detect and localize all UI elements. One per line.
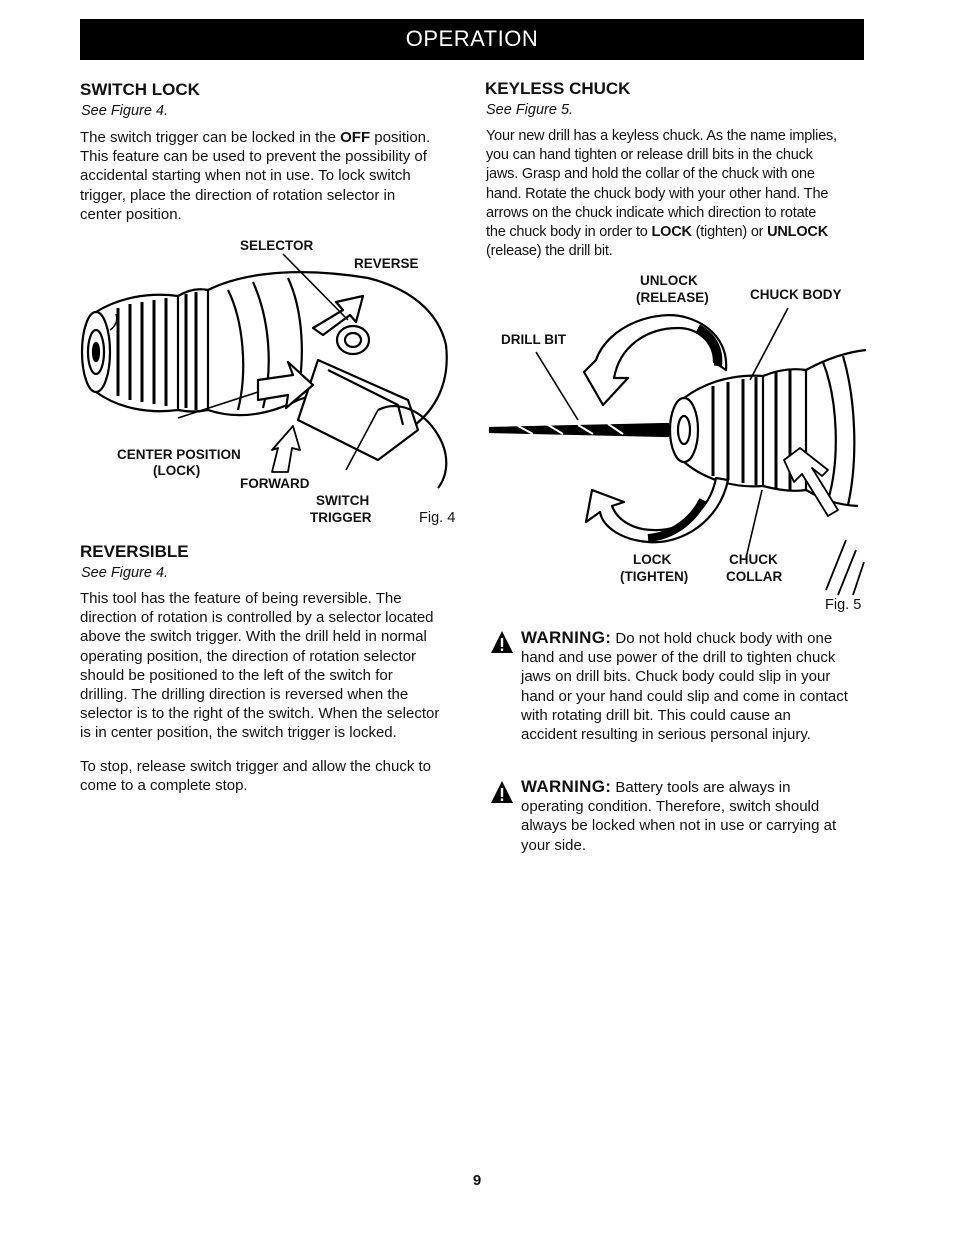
fig4-label-switch: SWITCH xyxy=(316,493,370,508)
fig4-label-reverse: REVERSE xyxy=(354,256,419,271)
keyless-line-1: Your new drill has a keyless chuck. As the name implies, xyxy=(486,128,837,144)
keyless-chuck-see-figure: See Figure 5. xyxy=(486,102,574,118)
switch-lock-line-1: The switch trigger can be locked in the OFF position. xyxy=(80,129,431,146)
reversible-heading: REVERSIBLE xyxy=(80,542,189,561)
switch-lock-heading: SWITCH LOCK xyxy=(80,80,200,99)
fig4-label-lock: (LOCK) xyxy=(153,463,201,478)
reversible-line-4: operating position, the direction of rotation selector xyxy=(80,647,417,665)
page-number: 9 xyxy=(472,1172,482,1189)
keyless-line-3: jaws. Grasp and hold the collar of the chuck with one xyxy=(486,166,815,183)
keyless-line-7: (release) the drill bit. xyxy=(486,243,613,260)
warning-2-line-4: your side. xyxy=(521,836,587,854)
warning-1-line-2: hand and use power of the drill to tighten chuck xyxy=(521,649,836,667)
fig4-number: Fig. 4 xyxy=(419,510,456,526)
reversible-stop-text xyxy=(80,757,470,795)
fig5-number: Fig. 5 xyxy=(825,597,862,613)
fig4-label-center-position: CENTER POSITION xyxy=(117,447,241,462)
reversible-see-figure: See Figure 4. xyxy=(81,565,169,581)
reversible-line-2: direction of rotation is controlled by a selector located xyxy=(80,609,434,627)
warning-1 xyxy=(521,628,871,744)
switch-lock-text xyxy=(80,128,460,224)
reversible-line-5: should be positioned to the left of the switch for xyxy=(80,666,393,684)
warning-1-line-6: accident resulting in serious personal injury. xyxy=(521,726,811,744)
warning-1-line-1: WARNING: Do not hold chuck body with one xyxy=(521,628,833,647)
fig4-label-forward: FORWARD xyxy=(240,476,310,491)
reversible-line-3: above the switch trigger. With the drill held in normal xyxy=(80,628,427,646)
fig5-label-release: (RELEASE) xyxy=(636,290,709,305)
switch-lock-see-figure: See Figure 4. xyxy=(81,103,169,119)
warning-2-line-3: always be locked when not in use or carrying at xyxy=(521,817,837,835)
switch-lock-line-2: This feature can be used to prevent the possibility of xyxy=(80,148,427,166)
reversible-text xyxy=(80,589,470,743)
reversible-line-6: drilling. The drilling direction is reversed when the xyxy=(80,686,409,704)
switch-lock-line-5: center position. xyxy=(80,205,182,223)
switch-lock-line-4: trigger, place the direction of rotation selector in xyxy=(80,186,396,204)
warning-2 xyxy=(521,777,871,855)
fig5-label-chuck-body: CHUCK BODY xyxy=(750,287,842,302)
warning-icon xyxy=(490,630,514,654)
reversible-line-8: is in center position, the switch trigger is locked. xyxy=(80,724,397,742)
fig5-label-drill-bit: DRILL BIT xyxy=(501,332,566,347)
fig5-label-tighten: (TIGHTEN) xyxy=(620,569,689,584)
section-title: OPERATION xyxy=(405,26,539,51)
warning-1-line-4: hand or your hand could slip and come in contact xyxy=(521,687,848,705)
fig5-label-unlock: UNLOCK xyxy=(640,273,698,288)
keyless-line-5: arrows on the chuck indicate which direction to rotate xyxy=(486,204,817,221)
reversible-line-7: selector is to the right of the switch. When the selector xyxy=(80,705,440,723)
keyless-line-2: you can hand tighten or release drill bits in the chuck xyxy=(486,147,813,164)
switch-lock-line-3: accidental starting when not in use. To lock switch xyxy=(80,167,411,185)
fig5-label-lock: LOCK xyxy=(633,552,672,567)
keyless-line-6: the chuck body in order to LOCK (tighten) or UNLOCK xyxy=(486,224,828,241)
keyless-chuck-heading: KEYLESS CHUCK xyxy=(485,79,631,98)
reversible-stop-line-1: To stop, release switch trigger and allow the chuck to xyxy=(80,758,432,775)
reversible-stop-line-2: come to a complete stop. xyxy=(80,777,248,795)
reversible-line-1: This tool has the feature of being reversible. The xyxy=(80,590,402,607)
keyless-chuck-text xyxy=(486,127,866,261)
warning-icon xyxy=(490,780,514,804)
warning-1-line-5: with rotating drill bit. This could cause an xyxy=(521,706,791,724)
fig5-label-collar: COLLAR xyxy=(726,569,783,584)
section-header xyxy=(80,19,864,60)
fig4-label-selector: SELECTOR xyxy=(240,238,314,253)
fig5-label-chuck: CHUCK xyxy=(729,552,778,567)
keyless-line-4: hand. Rotate the chuck body with your other hand. The xyxy=(486,185,829,202)
warning-1-line-3: jaws on drill bits. Chuck body could slip in your xyxy=(521,668,831,686)
warning-2-line-1: WARNING: Battery tools are always in xyxy=(521,777,791,796)
warning-2-line-2: operating condition. Therefore, switch should xyxy=(521,798,820,816)
fig4-label-trigger: TRIGGER xyxy=(310,510,372,525)
